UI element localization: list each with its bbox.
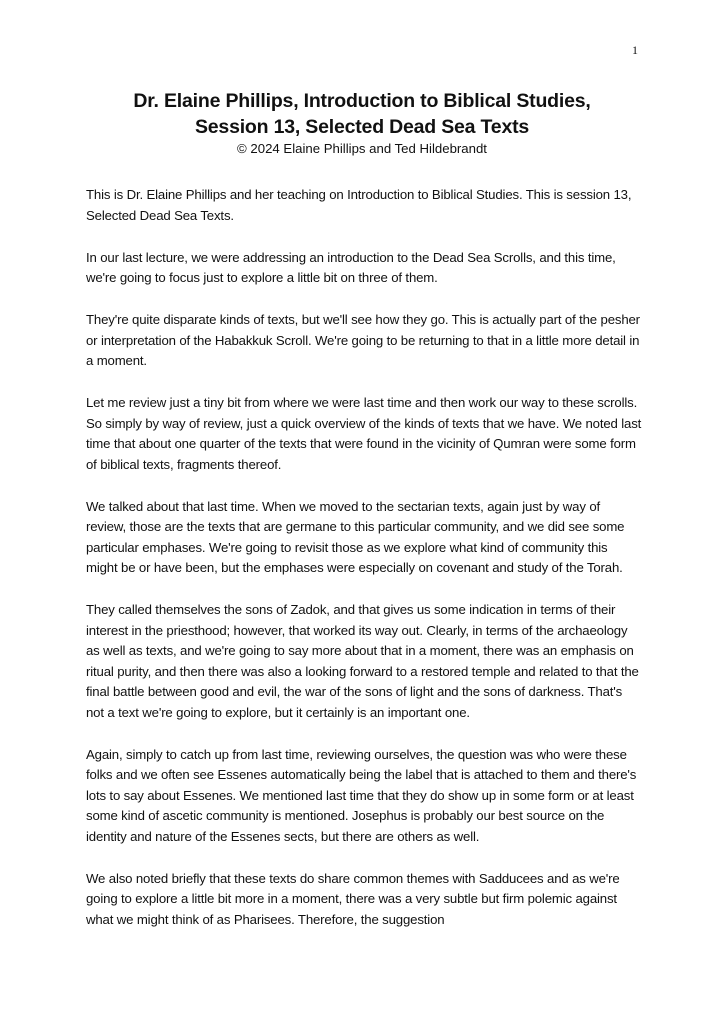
paragraph: They called themselves the sons of Zadok, and that gives us some indication in terms of their interest in the priesthood; however, that worked its way out. Clearly, in terms of the archaeology as well as texts, and we're going to say more about that in a moment, there was an emphasis on ritual purity, and then there was also a looking forward to a restored temple and related to that the final battle between good and evil, the war of the sons of light and the sons of darkness. That's not a text we're going to explore, but it certainly is an important one.: [86, 602, 639, 720]
paragraph: In our last lecture, we were addressing an introduction to the Dead Sea Scrolls, and this time, we're going to focus just to explore a little bit on three of them.: [86, 249, 616, 285]
paragraph: We also noted briefly that these texts do share common themes with Sadducees and as we're going to explore a little bit more in a moment, there was a very subtle but firm polemic against what we might think of as Pharisees. Therefore, the suggestion: [86, 870, 620, 927]
body-text: [86, 185, 642, 952]
paragraph: They're quite disparate kinds of texts, but we'll see how they go. This is actually part of the pesher or interpretation of the Habakkuk Scroll. We're going to be returning to that in a little more detail in a moment.: [86, 312, 640, 368]
paragraph: Again, simply to catch up from last time, reviewing ourselves, the question was who were these folks and we often see Essenes automatically being the label that is attached to them and there's lots to say about Essenes. We mentioned last time that they do show up in some form or at least some kind of ascetic community is mentioned. Josephus is probably our best source on the identity and nature of the Essenes sects, but there are others as well.: [86, 746, 637, 844]
document-title-line-1: Dr. Elaine Phillips, Introduction to Biblical Studies,: [133, 90, 591, 112]
title-block: [86, 88, 638, 158]
copyright-line: © 2024 Elaine Phillips and Ted Hildebrandt: [237, 141, 487, 156]
document-title-line-2: Session 13, Selected Dead Sea Texts: [194, 116, 530, 138]
paragraph: This is Dr. Elaine Phillips and her teaching on Introduction to Biblical Studies. This is session 13, Selected Dead Sea Texts.: [86, 187, 632, 223]
paragraph: We talked about that last time. When we moved to the sectarian texts, again just by way of review, those are the texts that are germane to this particular community, and we did see some particular emphases. We're going to revisit those as we explore what kind of community this might be or have been, but the emphases were especially on covenant and study of the Torah.: [86, 498, 625, 575]
paragraph: Let me review just a tiny bit from where we were last time and then work our way to these scrolls. So simply by way of review, just a quick overview of the kinds of texts that we have. We noted last time that about one quarter of the texts that were found in the vicinity of Qumran were some form of biblical texts, fragments thereof.: [86, 395, 642, 472]
page-number: 1: [632, 43, 638, 57]
